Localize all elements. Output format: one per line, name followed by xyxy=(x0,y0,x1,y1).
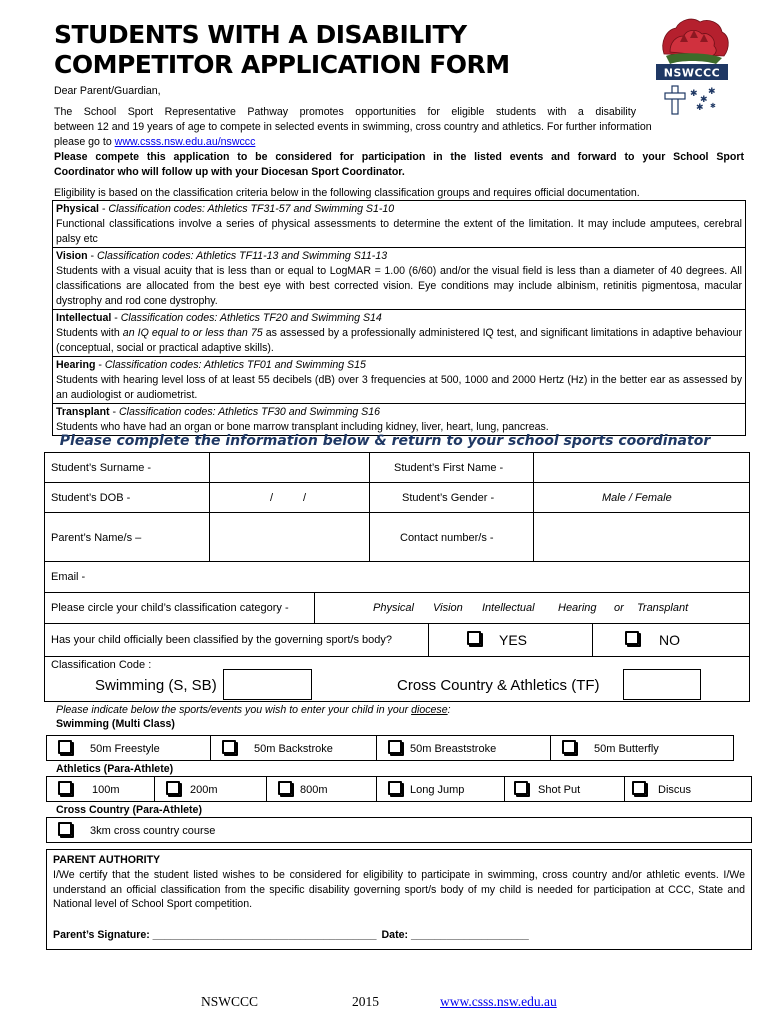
swimming-code-input[interactable] xyxy=(223,669,312,700)
200m-checkbox[interactable] xyxy=(166,781,180,795)
surname-label-cell xyxy=(44,452,210,483)
cc-code-input[interactable] xyxy=(623,669,701,700)
800m-checkbox[interactable] xyxy=(278,781,292,795)
instruction-line-2: Coordinator who will follow up with your Diocesan Sport Coordinator. xyxy=(54,166,405,178)
cc-code-label: Cross Country & Athletics (TF) xyxy=(397,677,600,694)
no-option[interactable] xyxy=(592,623,750,657)
email-input[interactable] xyxy=(44,561,750,593)
intro-line-2: between 12 and 19 years of age to compete in selected events in swimming, cross country and athletics. For further information xyxy=(54,121,652,133)
authority-heading: PARENT AUTHORITY xyxy=(53,854,161,866)
firstname-input[interactable] xyxy=(533,452,750,483)
contact-label: Contact number/s - xyxy=(400,532,494,544)
svg-text:✱: ✱ xyxy=(700,94,708,104)
breaststroke-checkbox[interactable] xyxy=(388,740,402,754)
category-options-cell xyxy=(314,592,750,624)
nswccc-link[interactable]: www.csss.nsw.edu.au/nswccc xyxy=(114,136,256,148)
email-label: Email - xyxy=(51,571,86,583)
swimming-heading: Swimming (Multi Class) xyxy=(56,718,175,730)
footer-org: NSWCCC xyxy=(201,994,259,1009)
gender-options: Male / Female xyxy=(602,492,672,504)
yes-checkbox[interactable] xyxy=(467,631,481,645)
form-heading: Please complete the information below & return to your school sports coordinator xyxy=(59,433,711,449)
title-line-2: COMPETITOR APPLICATION FORM xyxy=(54,50,510,79)
100m-checkbox[interactable] xyxy=(58,781,72,795)
category-intellectual: Intellectual - Classification codes: Athletics TF20 and Swimming S14 Students with an IQ equal to or less than 75 as assessed by a professionally administered IQ test, and significant limitations in adaptive behaviour (conceptual, social or practical adaptive skills). xyxy=(53,310,745,357)
shot-put-checkbox[interactable] xyxy=(514,781,528,795)
classified-label-cell xyxy=(44,623,429,657)
eligibility-text: Eligibility is based on the classification criteria below in the following classification groups and requires official documentation. xyxy=(54,187,640,199)
category-vision: Vision - Classification codes: Athletics TF11-13 and Swimming S11-13 Students with a visual acuity that is less than or equal to LogMAR = 1.00 (6/60) and/or the visual field is less than a diameter of 40 degrees. All classifications are allocated from the best eye with best corrected vision. Eye conditions may include albinism, retinitis pigmentosa, macular dystrophy and rod cone dystrophy. xyxy=(53,248,745,310)
category-option-physical[interactable]: Physical xyxy=(373,602,414,614)
dob-label-cell xyxy=(44,482,210,513)
category-option-transplant[interactable]: Transplant xyxy=(637,602,689,614)
dob-separator-2: / xyxy=(303,492,307,504)
category-transplant: Transplant - Classification codes: Athletics TF30 and Swimming S16 Students who have had an organ or bone marrow transplant including kidney, liver, heart, lung, pancreas. xyxy=(56,406,549,433)
svg-text:✱: ✱ xyxy=(696,102,704,112)
intro-line-1: The School Sport Representative Pathway promotes opportunities for eligible students with a disability xyxy=(54,106,636,118)
eligibility-table xyxy=(52,200,746,436)
backstroke-label: 50m Backstroke xyxy=(254,743,333,755)
title-line-1: STUDENTS WITH A DISABILITY xyxy=(54,20,467,49)
svg-text:✱: ✱ xyxy=(710,103,716,110)
gender-label: Student’s Gender - xyxy=(402,492,495,504)
logo-text: NSWCCC xyxy=(663,66,721,80)
backstroke-checkbox[interactable] xyxy=(222,740,236,754)
shot-put-label: Shot Put xyxy=(538,784,581,796)
3km-label: 3km cross country course xyxy=(90,825,216,837)
parent-authority-box xyxy=(46,849,752,950)
category-option-hearing[interactable]: Hearing xyxy=(558,602,597,614)
contact-label-cell xyxy=(369,512,534,562)
parent-label: Parent’s Name/s – xyxy=(51,532,142,544)
firstname-label-cell xyxy=(369,452,534,483)
200m-label: 200m xyxy=(190,784,218,796)
contact-input[interactable] xyxy=(533,512,750,562)
category-label: Please circle your child’s classification category - xyxy=(51,602,289,614)
svg-text:✱: ✱ xyxy=(690,88,698,98)
classified-label: Has your child officially been classified by the governing sport/s body? xyxy=(51,634,392,646)
freestyle-label: 50m Freestyle xyxy=(90,743,160,755)
category-physical: Physical - Classification codes: Athletics TF31-57 and Swimming S1-10 Functional classifications involve a series of physical assessments to determine the extent of the limitation. It may include amputees, cerebral palsy etc xyxy=(53,201,745,248)
category-option-vision[interactable]: Vision xyxy=(433,602,463,614)
signature-field[interactable] xyxy=(53,928,529,943)
gender-label-cell xyxy=(369,482,534,513)
page-title xyxy=(54,20,510,80)
dob-separator-1: / xyxy=(270,492,274,504)
category-hearing: Hearing - Classification codes: Athletics TF01 and Swimming S15 Students with hearing level loss of at least 55 decibels (dB) over 3 frequencies at 500, 1000 and 2000 Hertz (Hz) in the better ear as assessed by an audiologist or audiometrist. xyxy=(53,357,745,404)
intro-line-3 xyxy=(54,135,255,150)
footer-link[interactable]: www.csss.nsw.edu.au xyxy=(440,994,557,1009)
firstname-label: Student’s First Name - xyxy=(394,462,504,474)
waratah-icon xyxy=(650,12,734,120)
butterfly-checkbox[interactable] xyxy=(562,740,576,754)
parent-label-cell xyxy=(44,512,210,562)
athletics-heading: Athletics (Para-Athlete) xyxy=(56,763,174,775)
category-option-intellectual[interactable]: Intellectual xyxy=(482,602,535,614)
svg-text:✱: ✱ xyxy=(708,86,716,96)
long-jump-checkbox[interactable] xyxy=(388,781,402,795)
no-checkbox[interactable] xyxy=(625,631,639,645)
800m-label: 800m xyxy=(300,784,328,796)
authority-text: I/We certify that the student listed wishes to be considered for eligibility to participate in swimming, cross country and/or athletic events. I/We understand an official classification from the specific disability governing sport/s body of my child is needed for participation at CCC, State and National level of School Sport competition. xyxy=(53,869,745,911)
yes-option[interactable] xyxy=(428,623,593,657)
surname-label: Student’s Surname - xyxy=(51,462,152,474)
dob-input[interactable] xyxy=(209,482,370,513)
100m-label: 100m xyxy=(92,784,120,796)
events-instruction: Please indicate below the sports/events you wish to enter your child in your diocese: xyxy=(56,704,451,716)
cc-heading: Cross Country (Para-Athlete) xyxy=(56,804,202,816)
category-label-cell xyxy=(44,592,315,624)
greeting: Dear Parent/Guardian, xyxy=(54,85,161,97)
freestyle-checkbox[interactable] xyxy=(58,740,72,754)
classification-code-label: Classification Code : xyxy=(51,659,152,671)
breaststroke-label: 50m Breaststroke xyxy=(410,743,497,755)
discus-label: Discus xyxy=(658,784,692,796)
gender-input[interactable] xyxy=(533,482,750,513)
intro-link-prefix: please go to xyxy=(54,136,115,148)
discus-checkbox[interactable] xyxy=(632,781,646,795)
no-label: NO xyxy=(659,632,680,648)
long-jump-label: Long Jump xyxy=(410,784,465,796)
dob-label: Student’s DOB - xyxy=(51,492,131,504)
swimming-code-label: Swimming (S, SB) xyxy=(95,677,217,694)
yes-label: YES xyxy=(499,632,528,648)
category-option-or: or xyxy=(614,602,624,614)
signature-label: Parent’s Signature: ______________________________________ xyxy=(53,929,377,941)
butterfly-label: 50m Butterfly xyxy=(594,743,659,755)
footer-year: 2015 xyxy=(352,994,379,1009)
date-label: Date: ____________________ xyxy=(381,929,529,941)
parent-input[interactable] xyxy=(209,512,370,562)
3km-checkbox[interactable] xyxy=(58,822,72,836)
instruction-line-1: Please compete this application to be considered for participation in the listed events and forward to your School Sport xyxy=(54,151,744,163)
nswccc-logo xyxy=(650,12,734,120)
surname-input[interactable] xyxy=(209,452,370,483)
